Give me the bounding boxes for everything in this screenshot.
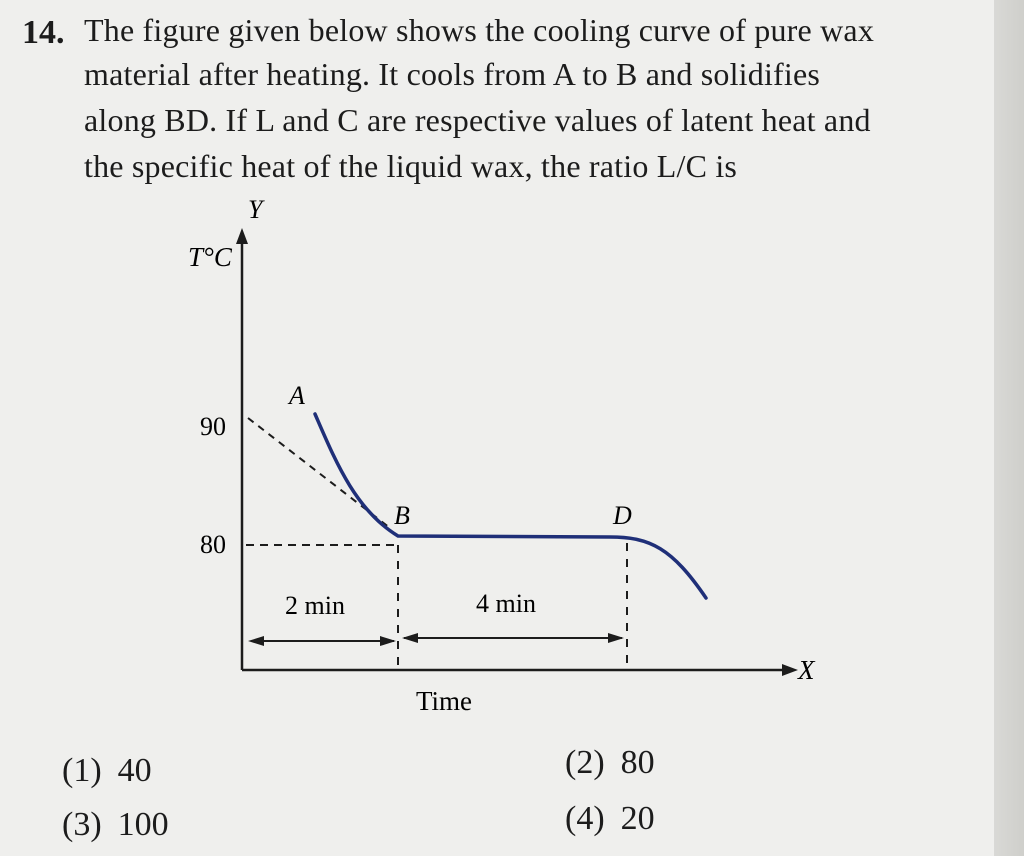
interval-1-arrowhead-right [380,636,396,646]
option-1[interactable] [62,752,168,790]
option-4-value: 20 [620,800,655,837]
y-axis-arrow [236,228,248,244]
y-axis-unit: T°C [188,242,232,272]
x-axis-title: Time [416,686,473,716]
option-3-value: 100 [117,806,169,843]
interval-1-arrowhead-left [248,636,264,646]
question-line-2: material after heating. It cools from A to B and solidifies [84,56,821,92]
option-4[interactable] [565,800,671,838]
point-d-label: D [613,501,632,530]
x-axis-letter: X [798,655,815,685]
option-2-number: (2) [565,744,605,781]
option-1-number: (1) [62,752,102,789]
option-3[interactable] [62,806,185,844]
interval-2-arrowhead-right [608,633,624,643]
option-3-number: (3) [62,806,102,843]
interval-2-label: 4 min [476,589,536,618]
y-axis-letter: Y [248,195,263,224]
option-1-value: 40 [117,752,152,789]
question-line-4: the specific heat of the liquid wax, the ratio L/C is [84,148,738,184]
question-line-3: along BD. If L and C are respective values of latent heat and [84,102,871,138]
option-2-value: 80 [620,744,655,781]
interval-2-arrowhead-left [402,633,418,643]
question-number: 14. [22,14,65,51]
point-a-label: A [289,381,305,410]
question-line-1: The figure given below shows the cooling curve of pure wax [84,12,875,48]
cooling-curve [315,414,706,598]
x-axis-arrow [782,664,798,676]
y-tick-80: 80 [200,530,226,559]
option-2[interactable] [565,744,671,782]
interval-1-label: 2 min [285,591,345,620]
option-4-number: (4) [565,800,605,837]
y-tick-90: 90 [200,412,226,441]
point-b-label: B [394,501,410,530]
